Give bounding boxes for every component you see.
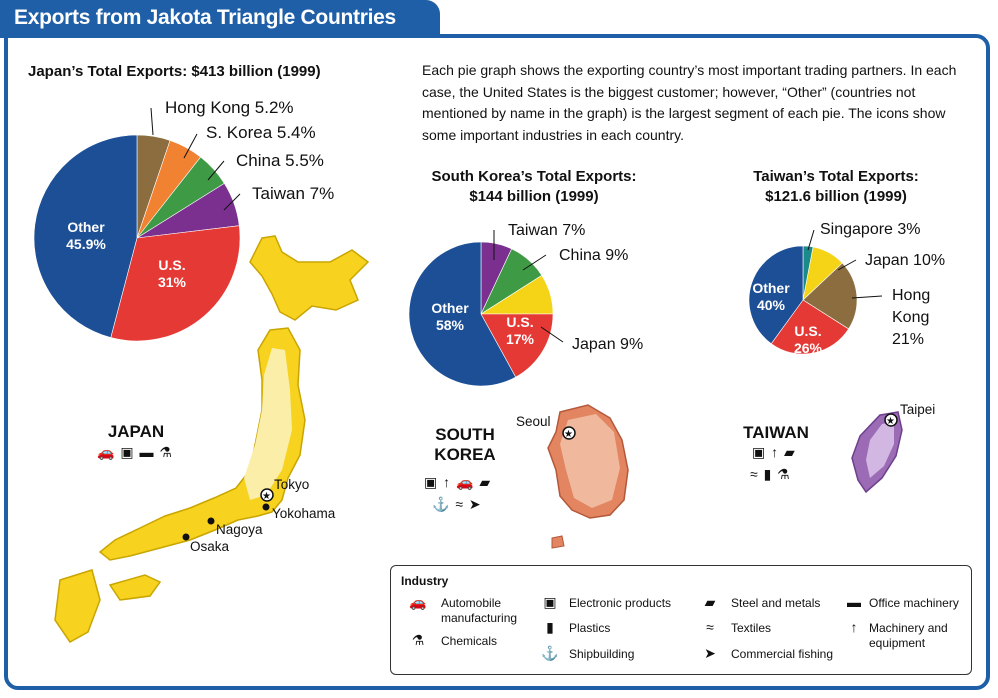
svg-text:★: ★	[262, 491, 271, 502]
legend-machinery: Machinery and equipment	[869, 621, 948, 650]
pie-0-label-taiwan: Taiwan 7%	[252, 184, 335, 203]
pie-0-value-u-s-: 31%	[157, 274, 187, 290]
pie-2-value-u-s-: 26%	[793, 340, 823, 356]
machinery-icon: ↑	[850, 619, 858, 635]
legend-steel: Steel and metals	[731, 596, 821, 610]
pie-0-label-hong-kong: Hong Kong 5.2%	[165, 98, 294, 117]
pie-1-label-other: Other	[431, 300, 469, 316]
city-osaka: Osaka	[190, 539, 230, 554]
taiwan-chart-title-line2: $121.6 billion (1999)	[765, 188, 907, 205]
japan-label: JAPAN	[107, 422, 165, 441]
japan-industry-icons: 🚗 ▣ ▬ ⚗	[97, 444, 173, 460]
legend-title: Industry	[401, 574, 449, 588]
pie-2-label-singapore: Singapore 3%	[820, 221, 921, 238]
pie-2-label-other: Other	[752, 280, 790, 296]
korea-label-line2: KOREA	[434, 445, 496, 464]
electronics-icon: ▣	[543, 594, 557, 610]
city-yokohama: Yokohama	[272, 506, 336, 521]
textiles-icon: ≈	[706, 619, 714, 635]
pie-1-label-u-s-: U.S.	[506, 314, 534, 330]
legend-plastics: Plastics	[569, 621, 611, 635]
legend-fishing: Commercial fishing	[731, 647, 834, 661]
pie-2-label-japan: Japan 10%	[865, 252, 946, 269]
legend-textiles: Textiles	[731, 621, 772, 635]
legend-chemicals: Chemicals	[441, 634, 498, 648]
chemicals-icon: ⚗	[411, 632, 425, 648]
industry-legend	[390, 565, 972, 675]
city-seoul: Seoul	[516, 414, 551, 429]
legend-electronics: Electronic products	[569, 596, 672, 610]
legend-automobile: Automobile manufacturing	[441, 596, 518, 625]
pie-0-label-other: Other	[67, 219, 105, 235]
korea-label-line1: SOUTH	[435, 425, 495, 444]
city-nagoya: Nagoya	[216, 522, 263, 537]
pie-0-label-u-s-: U.S.	[158, 257, 186, 273]
automobile-icon: 🚗	[409, 594, 427, 610]
pie-0-value-other: 45.9%	[66, 236, 106, 252]
pie-1-label-china: China 9%	[559, 247, 629, 264]
pie-2-value-other: 40%	[756, 297, 786, 313]
fishing-icon: ➤	[704, 645, 716, 661]
korea-industry-icons-row2: ⚓ ≈ ➤	[432, 496, 482, 512]
korea-chart-title-line2: $144 billion (1999)	[469, 188, 599, 205]
svg-text:★: ★	[886, 416, 895, 427]
legend-office-machinery: Office machinery	[869, 596, 959, 610]
taiwan-industry-icons-row2: ≈ ▮ ⚗	[750, 466, 791, 482]
taiwan-chart-title	[712, 167, 960, 207]
steel-icon: ▰	[704, 594, 716, 610]
pie-2-label-hong-kong-2: 21%	[892, 331, 925, 348]
pie-1-value-other: 58%	[435, 317, 465, 333]
svg-text:★: ★	[564, 429, 573, 440]
pie-2-label-hong-kong-1: Kong	[892, 309, 930, 326]
pie-2-label-u-s-: U.S.	[794, 323, 822, 339]
pie-1-value-u-s-: 17%	[505, 331, 535, 347]
pie-1-label-japan: Japan 9%	[572, 336, 644, 353]
shipbuilding-icon: ⚓	[541, 645, 559, 661]
pie-0-label-s-korea: S. Korea 5.4%	[206, 123, 316, 142]
description-text: Each pie graph shows the exporting country’s most important trading partners. In each case, the United States is the biggest customer; however, “Other” (countries not mentioned by name in the graph) is the largest segment of each pie. The icons show some important industries in each country.	[422, 62, 957, 143]
city-tokyo: Tokyo	[274, 477, 310, 492]
korea-chart-title	[400, 167, 668, 207]
pie-0-leader-hong-kong	[151, 108, 153, 135]
taiwan-label: TAIWAN	[743, 423, 809, 442]
pie-0-label-china: China 5.5%	[236, 151, 324, 170]
office-machinery-icon: ▬	[847, 594, 861, 610]
korea-chart-title-line1: South Korea’s Total Exports:	[431, 168, 637, 185]
taiwan-industry-icons-row1: ▣ ↑ ▰	[752, 444, 796, 460]
japan-chart-title: Japan’s Total Exports: $413 billion (1999)	[28, 63, 321, 80]
korea-label	[416, 425, 514, 465]
pie-2-label-hong-kong: Hong	[892, 287, 931, 304]
city-taipei: Taipei	[900, 402, 936, 417]
pie-1-label-taiwan: Taiwan 7%	[508, 222, 586, 239]
page-title: Exports from Jakota Triangle Countries	[14, 6, 396, 29]
korea-industry-icons-row1: ▣ ↑ 🚗 ▰	[424, 474, 492, 490]
legend-shipbuilding: Shipbuilding	[569, 647, 635, 661]
taiwan-chart-title-line1: Taiwan’s Total Exports:	[753, 168, 919, 185]
plastics-icon: ▮	[546, 619, 554, 635]
